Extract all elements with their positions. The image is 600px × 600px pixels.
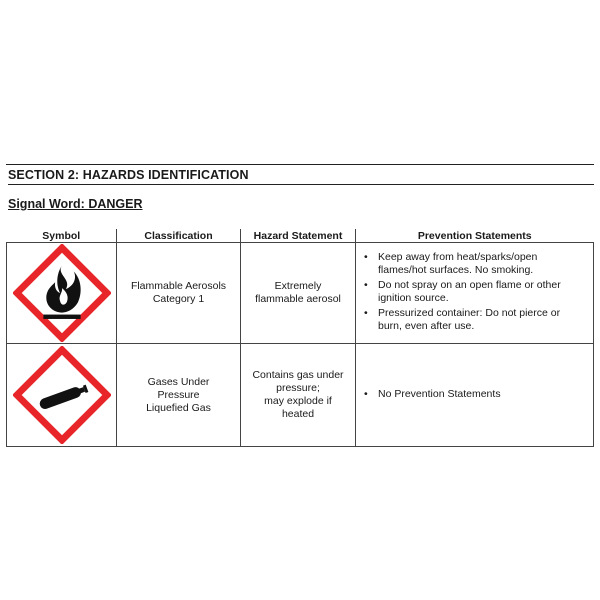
table-row xyxy=(7,243,594,344)
signal-word: Signal Word: DANGER xyxy=(8,197,143,211)
hazard-line: Contains gas under xyxy=(252,369,344,381)
header-symbol: Symbol xyxy=(7,229,117,243)
classification-line: Category 1 xyxy=(152,293,205,305)
hazard-line: Extremely xyxy=(274,280,322,292)
prevention-item: • No Prevention Statements xyxy=(378,388,585,401)
header-classification: Classification xyxy=(117,229,241,243)
section-title: SECTION 2: HAZARDS IDENTIFICATION xyxy=(8,168,594,185)
prevention-cell xyxy=(356,344,594,447)
prevention-cell xyxy=(356,243,594,344)
table-row xyxy=(7,344,594,447)
hazards-table xyxy=(6,229,594,447)
classification-cell xyxy=(117,344,241,447)
header-hazard-statement: Hazard Statement xyxy=(241,229,356,243)
symbol-cell xyxy=(7,243,117,344)
hazard-statement-cell xyxy=(241,344,356,447)
hazard-line: heated xyxy=(281,408,315,420)
classification-line: Pressure xyxy=(157,388,200,401)
hazard-line: flammable aerosol xyxy=(255,293,341,305)
section-top-rule xyxy=(6,164,594,165)
prevention-item: • Pressurized container: Do not pierce or burn, even after use. xyxy=(378,307,585,333)
hazard-line: may explode if xyxy=(264,395,332,407)
table-header-row xyxy=(7,229,594,243)
symbol-cell xyxy=(7,344,117,447)
prevention-item: • Do not spray on an open flame or other ignition source. xyxy=(378,279,585,305)
hazard-statement-cell xyxy=(241,243,356,344)
hazard-line: pressure; xyxy=(276,382,320,394)
flame-icon xyxy=(13,244,111,342)
gas-cylinder-icon xyxy=(13,346,111,444)
header-prevention-statements: Prevention Statements xyxy=(356,229,594,243)
prevention-item: • Keep away from heat/sparks/open flames/hot surfaces. No smoking. xyxy=(378,251,585,277)
classification-line: Liquefied Gas xyxy=(146,401,211,414)
prevention-list xyxy=(356,251,593,333)
classification-line: Gases Under xyxy=(147,375,210,388)
prevention-list xyxy=(356,388,593,401)
classification-cell xyxy=(117,243,241,344)
classification-line: Flammable Aerosols xyxy=(130,280,227,292)
